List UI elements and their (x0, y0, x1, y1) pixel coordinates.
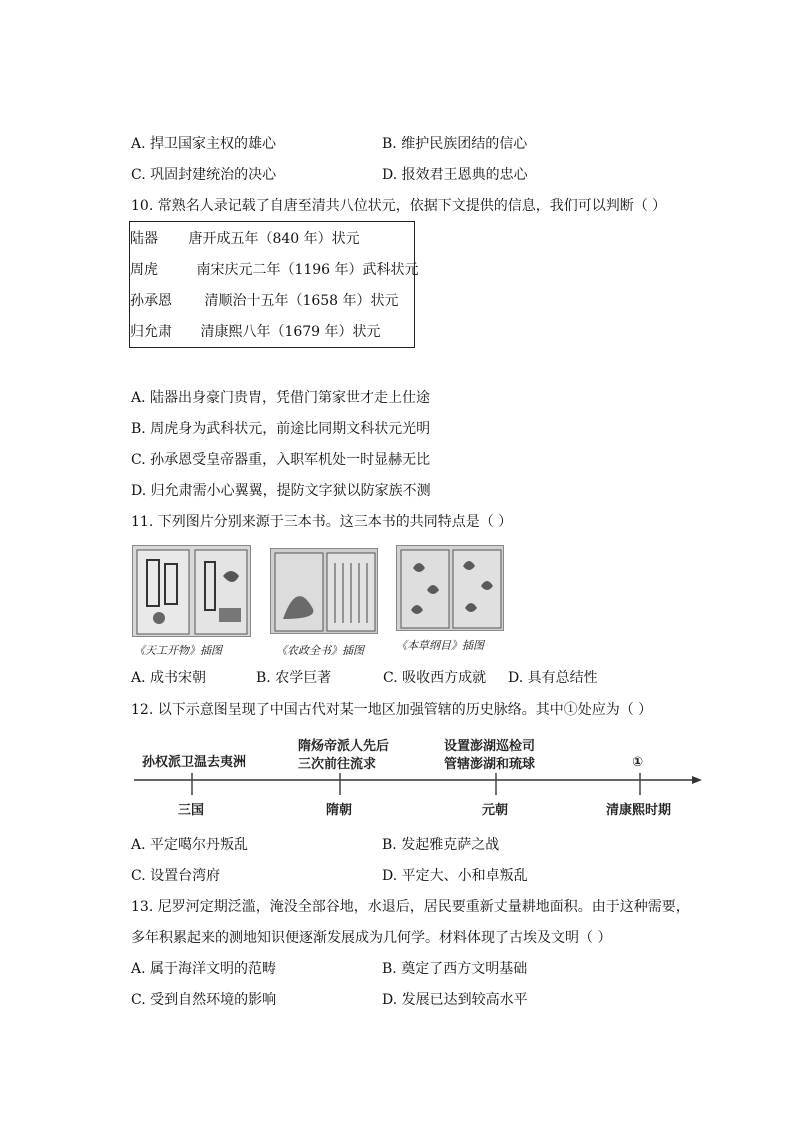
timeline-period-sui: 隋朝 (326, 803, 353, 818)
bencao-gangmu-caption: 《本草纲目》插图 (396, 639, 484, 652)
q9-option-b[interactable]: B. 维护民族团结的信心 (382, 136, 528, 152)
timeline-diagram (130, 733, 710, 823)
q10-option-a[interactable]: A. 陆器出身豪门贵胄，凭借门第家世才走上仕途 (131, 390, 431, 406)
timeline-period-yuan: 元朝 (482, 803, 509, 818)
timeline-event-yuan-line1: 设置澎湖巡检司 (444, 739, 536, 754)
q10-option-b[interactable]: B. 周虎身为武科状元，前途比同期文科状元光明 (131, 421, 431, 437)
q10-row (130, 323, 381, 341)
timeline-period-qing-kangxi: 清康熙时期 (606, 803, 672, 818)
q13-option-a[interactable]: A. 属于海洋文明的范畴 (131, 961, 277, 977)
q13-stem-line1: 13. 尼罗河定期泛滥，淹没全部谷地，水退后，居民要重新丈量耕地面积。由于这种需要， (131, 899, 690, 915)
nongzheng-quanshu-caption: 《农政全书》插图 (276, 644, 364, 657)
q12-option-c[interactable]: C. 设置台湾府 (131, 868, 221, 884)
q10-option-d[interactable]: D. 归允肃需小心翼翼，提防文字狱以防家族不测 (131, 483, 431, 499)
q12-stem: 12. 以下示意图呈现了中国古代对某一地区加强管辖的历史脉络。其中①处应为（ ） (131, 702, 653, 718)
q10-row-name: 周虎 (130, 262, 158, 278)
q11-option-a[interactable]: A. 成书宋朝 (131, 670, 207, 686)
q10-row-info: 南宋庆元二年（1196 年）武科状元 (196, 262, 419, 278)
q12-option-d[interactable]: D. 平定大、小和卓叛乱 (382, 868, 528, 884)
q10-row (130, 261, 419, 279)
q12-option-b[interactable]: B. 发起雅克萨之战 (382, 837, 500, 853)
timeline-event-yuan-line2: 管辖澎湖和琉球 (444, 757, 536, 772)
q10-row (130, 292, 399, 310)
q10-row-name: 归允肃 (130, 324, 172, 340)
timeline-event-three-kingdoms: 孙权派卫温去夷洲 (142, 755, 247, 770)
timeline-event-qing-blank: ① (632, 755, 644, 770)
tiangong-kaiwu-illustration (132, 545, 251, 637)
q11-option-c[interactable]: C. 吸收西方成就 (383, 670, 487, 686)
q12-option-a[interactable]: A. 平定噶尔丹叛乱 (131, 837, 249, 853)
nongzheng-quanshu-illustration (270, 548, 378, 634)
q10-stem: 10. 常熟名人录记载了自唐至清共八位状元，依据下文提供的信息，我们可以判断（ ） (131, 198, 667, 214)
q13-stem-line2: 多年积累起来的测地知识便逐渐发展成为几何学。材料体现了古埃及文明（ ） (131, 930, 612, 946)
q11-option-b[interactable]: B. 农学巨著 (256, 670, 332, 686)
q10-row-name: 陆器 (130, 231, 158, 247)
q11-option-d[interactable]: D. 具有总结性 (508, 670, 598, 686)
timeline-arrow (692, 776, 702, 784)
q10-row-name: 孙承恩 (130, 293, 172, 309)
q10-row-info: 唐开成五年（840 年）状元 (188, 231, 360, 247)
q11-stem: 11. 下列图片分别来源于三本书。这三本书的共同特点是（ ） (131, 514, 513, 530)
q10-info-box (129, 221, 419, 348)
q13-option-b[interactable]: B. 奠定了西方文明基础 (382, 961, 528, 977)
q9-option-d[interactable]: D. 报效君王恩典的忠心 (382, 167, 528, 183)
q13-option-c[interactable]: C. 受到自然环境的影响 (131, 992, 277, 1008)
q10-option-c[interactable]: C. 孙承恩受皇帝器重，入职军机处一时显赫无比 (131, 452, 431, 468)
q10-row (130, 230, 360, 248)
q9-option-a[interactable]: A. 捍卫国家主权的雄心 (131, 136, 277, 152)
timeline-period-three-kingdoms: 三国 (178, 803, 205, 818)
q10-row-info: 清康熙八年（1679 年）状元 (200, 324, 381, 340)
timeline-event-sui-line1: 隋炀帝派人先后 (298, 739, 390, 754)
q13-option-d[interactable]: D. 发展已达到较高水平 (382, 992, 528, 1008)
q10-row-info: 清顺治十五年（1658 年）状元 (204, 293, 399, 309)
tiangong-kaiwu-caption: 《天工开物》插图 (134, 644, 222, 657)
timeline-event-sui-line2: 三次前往流求 (298, 757, 377, 772)
q9-option-c[interactable]: C. 巩固封建统治的决心 (131, 167, 277, 183)
bencao-gangmu-illustration (396, 545, 504, 631)
